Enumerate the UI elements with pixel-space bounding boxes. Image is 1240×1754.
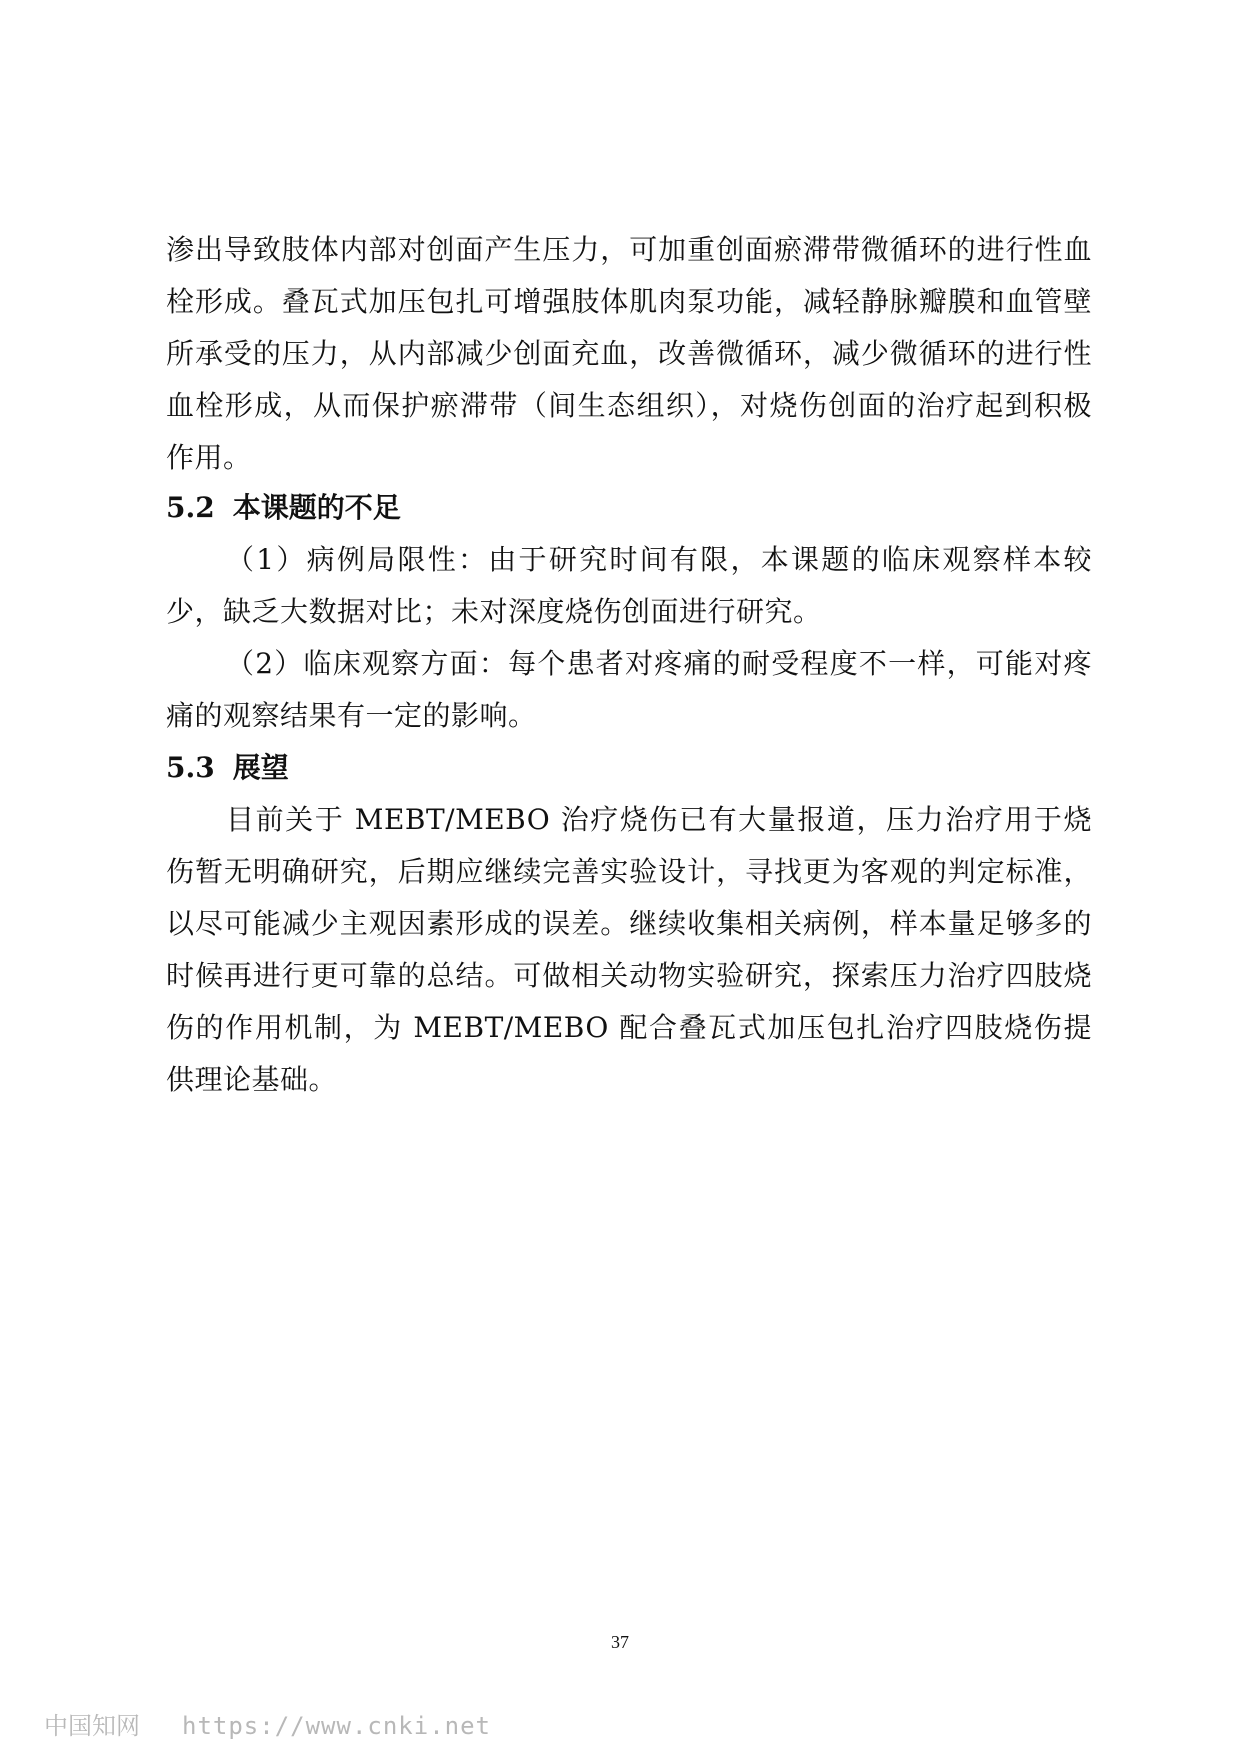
section-title: 展望: [232, 751, 289, 784]
section-heading-5-2: [166, 482, 401, 534]
paragraph-block-1: [166, 224, 1092, 484]
paragraph-outlook: 目前关于 MEBT/MEBO 治疗烧伤已有大量报道，压力治疗用于烧伤暂无明确研究，后期应继续完善实验设计，寻找更为客观的判定标准，以尽可能减少主观因素形成的误差。继续收集相关病例，样本量足够多的时候再进行更可靠的总结。可做相关动物实验研究，探索压力治疗四肢烧伤的作用机制，为 MEBT/MEBO 配合叠瓦式加压包扎治疗四肢烧伤提供理论基础。: [166, 803, 1092, 1096]
paragraph-pressure-effects: 渗出导致肢体内部对创面产生压力，可加重创面瘀滞带微循环的进行性血栓形成。叠瓦式加压包扎可增强肢体肌肉泵功能，减轻静脉瓣膜和血管壁所承受的压力，从内部减少创面充血，改善微循环，减少微循环的进行性血栓形成，从而保护瘀滞带（间生态组织），对烧伤创面的治疗起到积极作用。: [166, 233, 1092, 474]
paragraph-limitation-cases: （1）病例局限性：由于研究时间有限，本课题的临床观察样本较少，缺乏大数据对比；未对深度烧伤创面进行研究。: [166, 543, 1092, 628]
paragraph-block-2: [166, 534, 1092, 742]
page-number: 37: [611, 1632, 629, 1652]
watermark-url: https://www.cnki.net: [182, 1712, 491, 1740]
section-number: 5.3: [166, 751, 215, 784]
cnki-watermark: [44, 1706, 491, 1741]
watermark-brand: 中国知网: [44, 1712, 140, 1740]
paragraph-block-3: [166, 794, 1092, 1106]
section-heading-5-3: [166, 742, 289, 794]
paragraph-limitation-observation: （2）临床观察方面：每个患者对疼痛的耐受程度不一样，可能对疼痛的观察结果有一定的影响。: [166, 647, 1092, 732]
section-title: 本课题的不足: [232, 491, 401, 524]
section-number: 5.2: [166, 491, 215, 524]
